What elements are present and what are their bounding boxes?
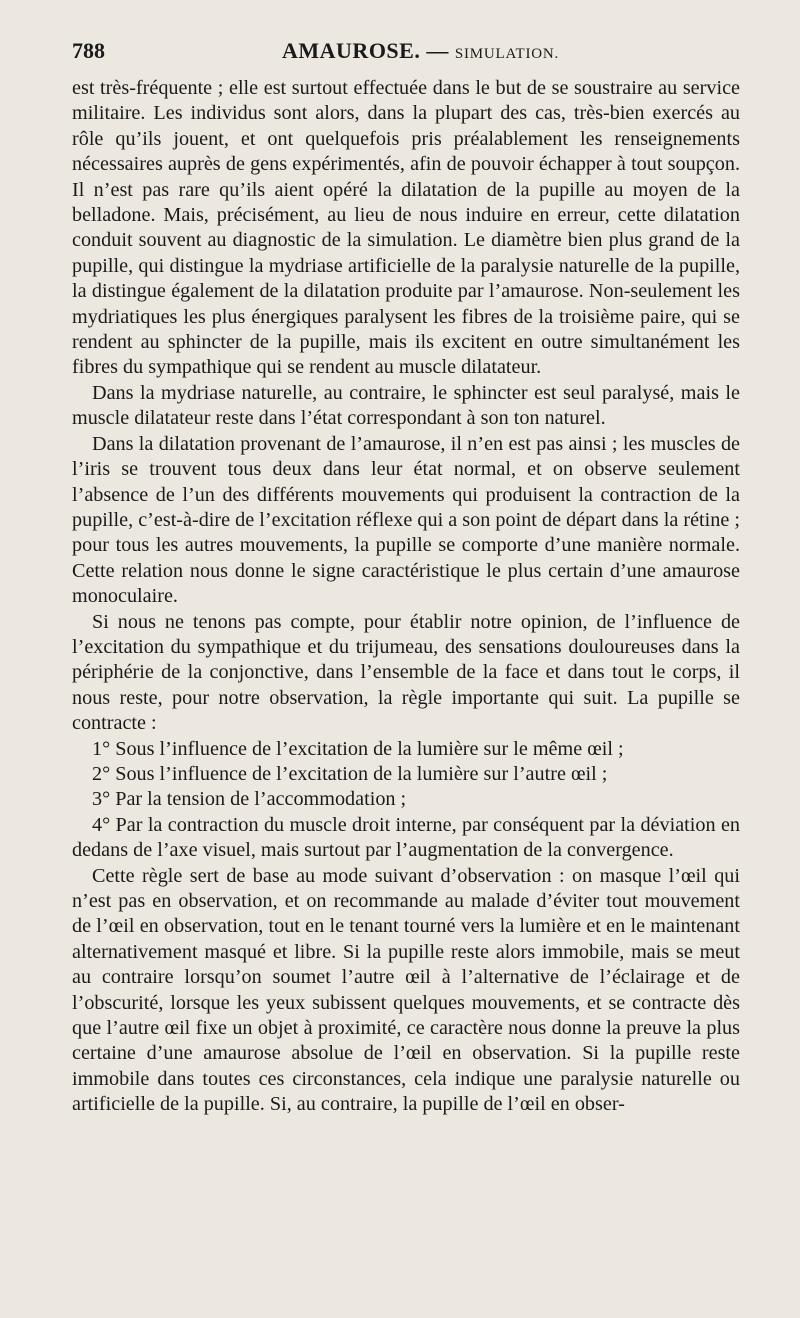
page-header: [72, 38, 740, 68]
paragraph-4: Si nous ne tenons pas compte, pour établir notre opinion, de l’influence de l’excitation du sympathique et du trijumeau, des sensations douloureuses dans la périphérie de la conjonctive, dans l’ensemble de la face et dans tout le corps, il nous reste, pour notre observation, la règle importante qui suit. La pupille se contracte :: [72, 610, 740, 735]
running-head: [282, 38, 559, 64]
paragraph-3: Dans la dilatation provenant de l’amaurose, il n’en est pas ainsi ; les muscles de l’iris se trouvent tous deux dans leur état normal, et on observe seulement l’absence de l’un des différents mouvements qui produisent la contraction de la pupille, c’est-à-dire de l’excitation réflexe qui a son point de départ dans la rétine ; pour tous les autres mouvements, la pupille se comporte d’une manière normale. Cette relation nous donne le signe caractéristique le plus certain d’une amaurose monoculaire.: [72, 432, 740, 608]
body-text: [72, 76, 740, 1118]
list-item-2: 2° Sous l’influence de l’excitation de la lumière sur l’autre œil ;: [92, 762, 608, 785]
list-item-4: 4° Par la contraction du muscle droit interne, par conséquent par la déviation en dedans de l’axe visuel, mais surtout par l’augmentation de la convergence.: [72, 813, 740, 862]
running-head-subtitle: SIMULATION.: [454, 46, 560, 62]
page-number: 788: [72, 38, 105, 63]
running-head-title: AMAUROSE.: [282, 38, 421, 63]
paragraph-2: Dans la mydriase naturelle, au contraire, le sphincter est seul paralysé, mais le muscle dilatateur reste dans l’état correspondant à son ton naturel.: [72, 381, 740, 430]
paragraph-1: est très-fréquente ; elle est surtout effectuée dans le but de se soustraire au service militaire. Les individus sont alors, dans la plupart des cas, très-bien exercés au rôle qu’ils jouent, et ont quelquefois pris préalablement les renseignements nécessaires auprès de gens expérimentés, afin de pouvoir échapper à tout soupçon. Il n’est pas rare qu’ils aient opéré la dilatation de la pupille au moyen de la belladone. Mais, précisément, au lieu de nous induire en erreur, cette dilatation conduit souvent au diagnostic de la simulation. Le diamètre bien plus grand de la pupille, qui distingue la mydriase artificielle de la paralysie naturelle de la pupille, la distingue également de la dilatation produite par l’amaurose. Non-seulement les mydriatiques les plus énergiques paralysent les fibres de la troisième paire, qui se rendent au sphincter de la pupille, mais ils excitent en outre simultanément les fibres du sympathique qui se rendent au muscle dilatateur.: [72, 77, 740, 379]
list-item-1: 1° Sous l’influence de l’excitation de la lumière sur le même œil ;: [92, 737, 624, 760]
list-item-3: 3° Par la tension de l’accommodation ;: [92, 788, 407, 811]
running-head-dash: —: [426, 38, 449, 63]
paragraph-5: Cette règle sert de base au mode suivant d’observation : on masque l’œil qui n’est pas en observation, et on recommande au malade d’éviter tout mouvement de l’œil en observation, tout en le tenant tourné vers la lumière et en le maintenant alternativement masqué et libre. Si la pupille reste alors immobile, mais se meut au contraire lorsqu’on soumet l’autre œil à l’alternative de l’éclairage et de l’obscurité, lorsque les yeux subissent quelques mouvements, et se contracte dès que l’autre œil fixe un objet à proximité, ce caractère nous donne la preuve la plus certaine d’une amaurose absolue de l’œil en observation. Si la pupille reste immobile dans toutes ces circonstances, cela indique une paralysie naturelle ou artificielle de la pupille. Si, au contraire, la pupille de l’œil en obser-: [72, 864, 740, 1116]
